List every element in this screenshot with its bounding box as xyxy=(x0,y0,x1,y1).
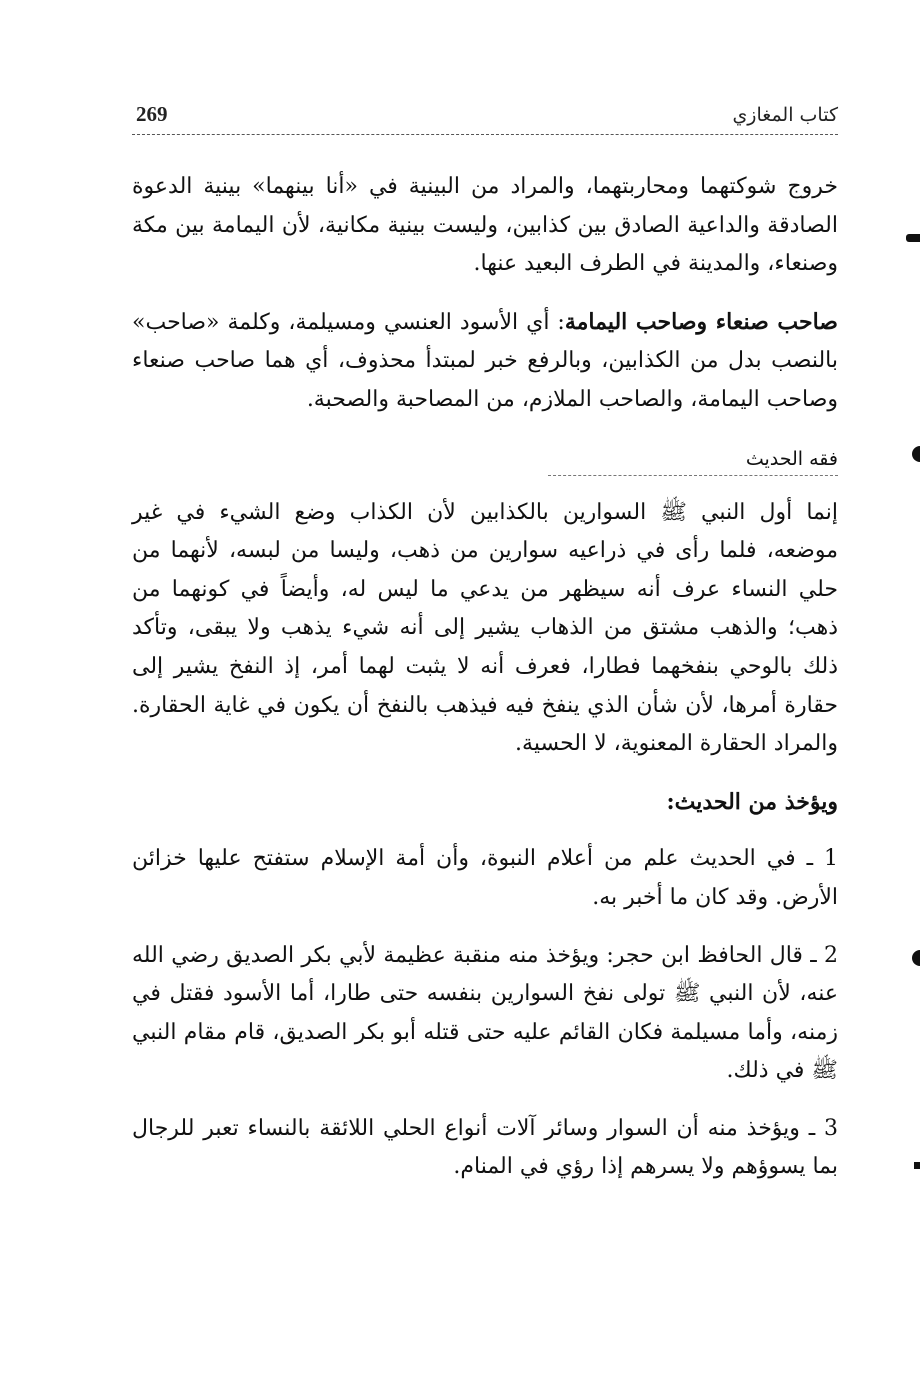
page-number: 269 xyxy=(136,102,168,126)
margin-mark xyxy=(906,234,920,242)
page-body xyxy=(132,168,838,1206)
lemma-heading: صاحب صنعاء وصاحب اليمامة xyxy=(564,308,838,335)
paragraph-2 xyxy=(132,303,838,420)
list-item-2: 2 ـ قال الحافظ ابن حجر: ويؤخذ منه منقبة عظيمة لأبي بكر الصديق رضي الله عنه، لأن النبي ﷺ تولى نفخ السوارين بنفسه حتى طارا، أما الأسود فقتل في زمنه، وأما مسيلمة فكان القائم عليه حتى قتله أبو بكر الصديق، قام مقام النبي ﷺ في ذلك. xyxy=(132,942,839,1084)
margin-mark xyxy=(914,1162,920,1169)
paragraph-2-text: : أي الأسود العنسي ومسيلمة، وكلمة «صاحب» بالنصب بدل من الكذابين، وبالرفع خبر لمبتدأ محذوف، أي هما صاحب صنعاء وصاحب اليمامة، والصاحب الملازم، من المصاحبة والصحبة. xyxy=(132,309,838,412)
subheading: ويؤخذ من الحديث: xyxy=(666,788,838,815)
list-item-3: 3 ـ ويؤخذ منه أن السوار وسائر آلات أنواع الحلي اللائقة بالنساء تعبر للرجال بما يسوؤهم ولا يسرهم إذا رؤي في المنام. xyxy=(132,1115,838,1180)
margin-mark xyxy=(912,950,920,966)
margin-mark xyxy=(912,446,920,462)
paragraph-1: خروج شوكتهما ومحاربتهما، والمراد من البينية في «أنا بينهما» بينية الدعوة الصادقة والداعية الصادق بين كذابين، وليست بينية مكانية، لأن اليمامة بين مكة وصنعاء، والمدينة في الطرف البعيد عنها. xyxy=(132,174,838,277)
section-heading: فقه الحديث xyxy=(548,446,838,476)
page-header xyxy=(132,100,838,135)
paragraph-3: إنما أول النبي ﷺ السوارين بالكذابين لأن الكذاب وضع الشيء في غير موضعه، فلما رأى في ذراعيه سوارين من ذهب، وليسا من لبسه، لأنهما من حلي النساء عرف أنه سيظهر من يدعي ما ليس له، وأيضاً في كونهما من ذهب؛ والذهب مشتق من الذهاب يشير إلى أنه شيء يذهب ولا يبقى، وتأكد ذلك بالوحي بنفخهما فطارا، فعرف أنه لا يثبت لهما أمر، إذ النفخ يشير إلى حقارة أمرها، لأن شأن الذي ينفخ فيه فيذهب بالنفخ أن يكون في غاية الحقارة. والمراد الحقارة المعنوية، لا الحسية. xyxy=(132,499,839,757)
list-item-1: 1 ـ في الحديث علم من أعلام النبوة، وأن أمة الإسلام ستفتح عليها خزائن الأرض. وقد كان ما أخبر به. xyxy=(132,846,838,910)
running-title: كتاب المغازي xyxy=(732,104,838,126)
